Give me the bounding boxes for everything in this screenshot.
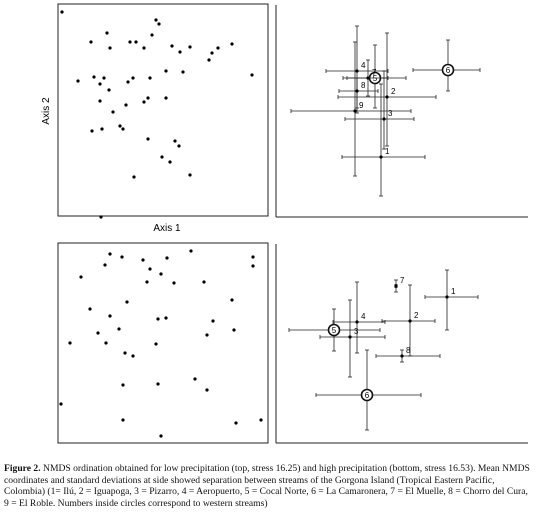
scatter-point	[103, 263, 106, 266]
scatter-point	[60, 10, 63, 13]
scatter-point	[164, 316, 167, 319]
stream-label: 1	[385, 147, 390, 156]
scatter-point	[193, 377, 196, 380]
errorbar-stream-9	[291, 42, 411, 176]
stream-label: 9	[359, 101, 364, 110]
scatter-point	[251, 264, 254, 267]
errorbar-stream-8	[376, 346, 440, 362]
errorbar-stream-6	[413, 40, 480, 91]
mean-point	[353, 109, 356, 112]
scatter-point	[90, 129, 93, 132]
scatter-point	[76, 79, 79, 82]
scatter-point	[202, 280, 205, 283]
scatter-point	[134, 40, 137, 43]
scatter-point	[230, 42, 233, 45]
scatter-point	[59, 402, 62, 405]
scatter-point	[145, 280, 148, 283]
scatter-point	[188, 45, 191, 48]
scatter-point	[178, 50, 181, 53]
top-right-errorbars	[291, 26, 480, 196]
scatter-point	[160, 155, 163, 158]
scatter-point	[177, 144, 180, 147]
top-left-panel-frame	[58, 4, 268, 216]
stream-label: 1	[451, 287, 456, 296]
scatter-point	[125, 300, 128, 303]
scatter-point	[172, 281, 175, 284]
scatter-point	[99, 215, 102, 218]
scatter-point	[259, 418, 262, 421]
scatter-point	[121, 383, 124, 386]
scatter-point	[142, 100, 145, 103]
scatter-point	[131, 76, 134, 79]
scatter-point	[100, 127, 103, 130]
scatter-point	[146, 137, 149, 140]
scatter-point	[88, 307, 91, 310]
stream-label: 8	[361, 81, 366, 90]
stream-label: 8	[406, 346, 411, 355]
stream-label: 5	[331, 326, 337, 335]
scatter-point	[146, 96, 149, 99]
scatter-point	[170, 44, 173, 47]
scatter-point	[107, 88, 110, 91]
stream-label: 4	[361, 312, 366, 321]
scatter-point	[148, 76, 151, 79]
scatter-point	[89, 40, 92, 43]
mean-point	[355, 89, 358, 92]
mean-point	[400, 354, 403, 357]
caption-text: NMDS ordination obtained for low precipitation (top, stress 16.25) and high precipitation (bottom, stress 16.53). Mean NMDS coordinates and standard deviations at side showed separation between streams of the Gorgona Island (Tropical Eastern Pacific, Colombia) (1= Ilú, 2 = Iguapoga, 3 = Pizarro, 4 = Aeropuerto, 5 = Cocal Norte, 6 = La Camaronera, 7 = El Muelle, 8 = Chorro del Cura, 9 = El Roble. Numbers inside circles correspond to western streams)	[4, 463, 530, 509]
scatter-point	[216, 46, 219, 49]
scatter-point	[168, 160, 171, 163]
scatter-point	[156, 382, 159, 385]
scatter-point	[181, 70, 184, 73]
stream-label: 7	[400, 276, 405, 285]
scatter-point	[141, 258, 144, 261]
scatter-point	[250, 73, 253, 76]
scatter-point	[210, 51, 213, 54]
scatter-point	[108, 46, 111, 49]
scatter-point	[96, 331, 99, 334]
errorbar-stream-2	[338, 33, 436, 146]
scatter-point	[154, 18, 157, 21]
bottom-left-points	[59, 249, 262, 437]
mean-point	[385, 95, 388, 98]
stream-label: 3	[388, 109, 393, 118]
scatter-point	[117, 327, 120, 330]
scatter-point	[102, 76, 105, 79]
errorbar-stream-4	[333, 282, 385, 353]
axis-2-label: Axis 2	[41, 97, 52, 125]
scatter-point	[123, 351, 126, 354]
errorbar-stream-3	[320, 300, 385, 377]
mean-point	[366, 76, 369, 79]
stream-label: 6	[445, 66, 451, 75]
scatter-point	[131, 354, 134, 357]
stream-label: 6	[364, 391, 370, 400]
scatter-point	[68, 341, 71, 344]
scatter-point	[234, 421, 237, 424]
scatter-point	[111, 110, 114, 113]
scatter-point	[173, 139, 176, 142]
errorbar-stream-5	[289, 309, 380, 351]
stream-label: 2	[414, 311, 419, 320]
scatter-point	[164, 96, 167, 99]
scatter-point	[142, 46, 145, 49]
errorbar-stream-1	[342, 84, 425, 196]
scatter-point	[205, 333, 208, 336]
scatter-point	[205, 388, 208, 391]
mean-point	[445, 295, 448, 298]
errorbar-stream-6	[316, 350, 421, 430]
mean-point	[355, 320, 358, 323]
scatter-point	[105, 31, 108, 34]
errorbar-stream-7	[394, 276, 405, 292]
caption-label: Figure 2.	[4, 463, 41, 474]
mean-point	[394, 284, 397, 287]
scatter-point	[232, 328, 235, 331]
scatter-point	[164, 69, 167, 72]
scatter-point	[156, 317, 159, 320]
scatter-point	[211, 319, 214, 322]
scatter-point	[108, 252, 111, 255]
stream-label: 5	[372, 74, 378, 83]
scatter-point	[188, 173, 191, 176]
scatter-point	[79, 275, 82, 278]
mean-point	[382, 117, 385, 120]
scatter-point	[98, 99, 101, 102]
mean-point	[348, 335, 351, 338]
mean-point	[355, 69, 358, 72]
scatter-point	[92, 75, 95, 78]
scatter-point	[121, 127, 124, 130]
scatter-point	[154, 342, 157, 345]
mean-point	[379, 155, 382, 158]
scatter-point	[189, 249, 192, 252]
scatter-point	[128, 40, 131, 43]
scatter-point	[124, 103, 127, 106]
scatter-point	[108, 314, 111, 317]
scatter-point	[120, 255, 123, 258]
stream-label: 2	[391, 87, 396, 96]
scatter-point	[165, 256, 168, 259]
bottom-right-errorbars	[289, 270, 478, 430]
stream-label: 4	[361, 61, 366, 70]
scatter-point	[118, 124, 121, 127]
top-left-points	[60, 10, 253, 218]
scatter-point	[251, 255, 254, 258]
scatter-point	[157, 22, 160, 25]
scatter-point	[132, 175, 135, 178]
stream-label: 3	[354, 327, 359, 336]
scatter-point	[126, 80, 129, 83]
axis-1-label: Axis 1	[153, 223, 181, 234]
scatter-point	[159, 272, 162, 275]
scatter-point	[159, 434, 162, 437]
scatter-point	[207, 58, 210, 61]
stream-label: 7	[372, 68, 377, 77]
scatter-point	[150, 33, 153, 36]
scatter-point	[230, 298, 233, 301]
bottom-left-panel-frame	[58, 243, 268, 443]
scatter-point	[121, 418, 124, 421]
scatter-point	[148, 267, 151, 270]
mean-point	[408, 319, 411, 322]
figure-caption	[4, 463, 534, 509]
scatter-point	[98, 82, 101, 85]
scatter-point	[104, 341, 107, 344]
